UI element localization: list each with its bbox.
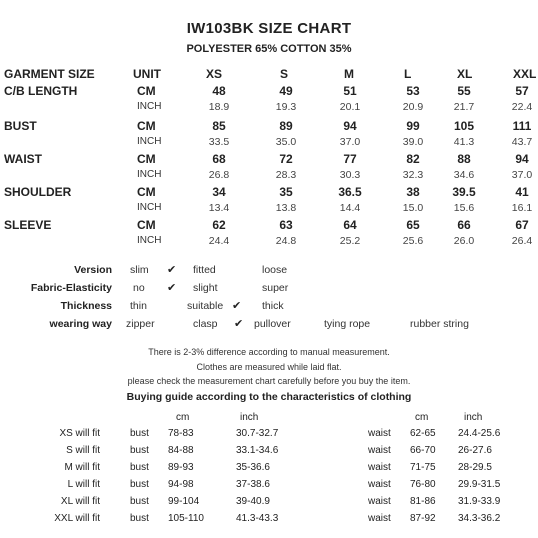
guide-bust-cm: 94-98 (168, 479, 194, 490)
characteristic-choice: pullover (254, 318, 291, 330)
measure-label: SLEEVE (4, 218, 52, 232)
inch-value: 43.7 (511, 136, 533, 148)
inch-value: 30.3 (339, 169, 361, 181)
note-line: There is 2-3% difference according to manual measurement. (148, 347, 390, 357)
cm-value: 82 (406, 152, 420, 166)
cm-value: 38 (406, 185, 420, 199)
cm-value: 88 (457, 152, 471, 166)
cm-value: 94 (515, 152, 529, 166)
guide-bust-cm: 99-104 (168, 496, 200, 507)
cm-value: 55 (457, 84, 471, 98)
guide-size-label: S will fit (66, 445, 100, 456)
characteristic-choice: suitable (187, 300, 224, 312)
unit-cm: CM (137, 84, 156, 98)
inch-value: 15.6 (453, 202, 475, 214)
inch-value: 20.1 (339, 101, 361, 113)
unit-inch: INCH (137, 202, 162, 213)
col-header-size: M (344, 67, 354, 81)
guide-waist-inch: 24.4-25.6 (458, 428, 501, 439)
characteristic-choice: fitted (193, 264, 216, 276)
cm-value: 67 (515, 218, 529, 232)
guide-waist-inch: 31.9-33.9 (458, 496, 501, 507)
unit-inch: INCH (137, 101, 162, 112)
col-header-size: XS (206, 67, 223, 81)
inch-value: 37.0 (339, 136, 361, 148)
guide-waist-label: waist (368, 479, 391, 490)
guide-bust-cm: 84-88 (168, 445, 194, 456)
guide-waist-label: waist (368, 445, 391, 456)
guide-waist-cm: 81-86 (410, 496, 436, 507)
cm-value: 65 (406, 218, 420, 232)
inch-value: 39.0 (402, 136, 424, 148)
inch-value: 13.8 (275, 202, 297, 214)
buying-guide-title: Buying guide according to the characteristics of clothing (126, 391, 412, 403)
cm-value: 48 (212, 84, 226, 98)
inch-value: 35.0 (275, 136, 297, 148)
cm-value: 64 (343, 218, 357, 232)
note-line: Clothes are measured while laid flat. (196, 362, 342, 372)
cm-value: 35 (279, 185, 293, 199)
guide-waist-cm: 71-75 (410, 462, 436, 473)
guide-bust-cm: 89-93 (168, 462, 194, 473)
check-mark-icon: ✔ (232, 300, 242, 312)
inch-value: 15.0 (402, 202, 424, 214)
guide-bust-label: bust (130, 462, 149, 473)
unit-inch: INCH (137, 169, 162, 180)
cm-value: 89 (279, 119, 293, 133)
cm-value: 66 (457, 218, 471, 232)
cm-value: 49 (279, 84, 293, 98)
measure-label: SHOULDER (4, 185, 72, 199)
col-header-size: S (280, 67, 289, 81)
inch-value: 20.9 (402, 101, 424, 113)
inch-value: 33.5 (208, 136, 230, 148)
guide-bust-label: bust (130, 428, 149, 439)
cm-value: 77 (343, 152, 357, 166)
unit-cm: CM (137, 185, 156, 199)
characteristic-label: wearing way (49, 318, 112, 330)
characteristic-choice: loose (262, 264, 288, 276)
inch-value: 22.4 (511, 101, 533, 113)
guide-bust-label: bust (130, 513, 149, 524)
guide-bust-inch: 37-38.6 (236, 479, 270, 490)
inch-value: 28.3 (275, 169, 297, 181)
cm-value: 36.5 (338, 185, 362, 199)
col-header-size: XXL (513, 67, 537, 81)
cm-value: 72 (279, 152, 293, 166)
guide-bust-inch: 35-36.6 (236, 462, 270, 473)
characteristic-label: Thickness (60, 300, 112, 312)
guide-waist-label: waist (368, 496, 391, 507)
unit-cm: CM (137, 218, 156, 232)
guide-waist-cm: 66-70 (410, 445, 436, 456)
guide-bust-cm: 105-110 (168, 513, 204, 524)
cm-value: 111 (512, 119, 532, 133)
waist-cm-header: cm (415, 412, 429, 423)
guide-waist-inch: 26-27.6 (458, 445, 492, 456)
col-header-size: L (404, 67, 412, 81)
cm-value: 57 (515, 84, 529, 98)
inch-value: 13.4 (208, 202, 230, 214)
guide-waist-inch: 29.9-31.5 (458, 479, 501, 490)
guide-size-label: L will fit (67, 479, 100, 490)
inch-value: 34.6 (453, 169, 475, 181)
note-line: please check the measurement chart carefully before you buy the item. (127, 376, 411, 386)
characteristic-choice: slight (193, 282, 218, 294)
guide-bust-label: bust (130, 496, 149, 507)
guide-waist-label: waist (368, 462, 391, 473)
guide-bust-inch: 30.7-32.7 (236, 428, 279, 439)
guide-waist-inch: 34.3-36.2 (458, 513, 501, 524)
guide-waist-label: waist (368, 428, 391, 439)
unit-cm: CM (137, 152, 156, 166)
guide-waist-cm: 76-80 (410, 479, 436, 490)
cm-value: 105 (453, 119, 475, 133)
col-header-size: XL (457, 67, 473, 81)
inch-value: 24.4 (208, 235, 230, 247)
guide-bust-label: bust (130, 445, 149, 456)
inch-value: 21.7 (453, 101, 475, 113)
cm-value: 99 (406, 119, 420, 133)
col-header-unit: UNIT (133, 67, 161, 81)
cm-value: 85 (212, 119, 226, 133)
inch-value: 41.3 (453, 136, 475, 148)
guide-waist-label: waist (368, 513, 391, 524)
inch-value: 25.6 (402, 235, 424, 247)
cm-value: 68 (212, 152, 226, 166)
guide-waist-inch: 28-29.5 (458, 462, 492, 473)
inch-value: 37.0 (511, 169, 533, 181)
guide-size-label: XL will fit (60, 496, 100, 507)
unit-inch: INCH (137, 235, 162, 246)
inch-value: 32.3 (402, 169, 424, 181)
guide-bust-inch: 39-40.9 (236, 496, 270, 507)
cm-value: 62 (212, 218, 226, 232)
characteristic-choice: clasp (193, 318, 218, 330)
guide-bust-inch: 41.3-43.3 (236, 513, 279, 524)
characteristic-choice: rubber string (410, 318, 469, 330)
inch-value: 19.3 (275, 101, 297, 113)
guide-waist-cm: 62-65 (410, 428, 436, 439)
inch-value: 25.2 (339, 235, 361, 247)
inch-value: 24.8 (275, 235, 297, 247)
unit-cm: CM (137, 119, 156, 133)
check-mark-icon: ✔ (167, 264, 177, 276)
characteristic-label: Version (74, 264, 112, 276)
cm-value: 41 (515, 185, 529, 199)
measure-label: WAIST (4, 152, 42, 166)
inch-value: 18.9 (208, 101, 230, 113)
characteristic-label: Fabric-Elasticity (30, 282, 112, 294)
measure-label: BUST (4, 119, 37, 133)
page-title: IW103BK SIZE CHART (186, 20, 352, 37)
cm-value: 51 (343, 84, 357, 98)
bust-inch-header: inch (240, 412, 259, 423)
inch-value: 26.8 (208, 169, 230, 181)
check-mark-icon: ✔ (167, 282, 177, 294)
characteristic-choice: slim (130, 264, 149, 276)
inch-value: 26.0 (453, 235, 475, 247)
col-header-garment-size: GARMENT SIZE (4, 67, 95, 81)
fabric-composition: POLYESTER 65% COTTON 35% (186, 43, 352, 55)
cm-value: 39.5 (452, 185, 476, 199)
cm-value: 34 (212, 185, 226, 199)
characteristic-choice: tying rope (324, 318, 371, 330)
characteristic-choice: thin (130, 300, 147, 312)
check-mark-icon: ✔ (234, 318, 244, 330)
guide-bust-label: bust (130, 479, 149, 490)
guide-bust-inch: 33.1-34.6 (236, 445, 279, 456)
measure-label: C/B LENGTH (4, 84, 78, 98)
waist-inch-header: inch (464, 412, 483, 423)
guide-waist-cm: 87-92 (410, 513, 436, 524)
characteristic-choice: no (133, 282, 145, 294)
cm-value: 63 (279, 218, 293, 232)
bust-cm-header: cm (176, 412, 190, 423)
guide-size-label: XS will fit (59, 428, 100, 439)
guide-size-label: M will fit (64, 462, 100, 473)
inch-value: 26.4 (511, 235, 533, 247)
inch-value: 14.4 (339, 202, 361, 214)
guide-bust-cm: 78-83 (168, 428, 194, 439)
characteristic-choice: thick (262, 300, 284, 312)
characteristic-choice: zipper (126, 318, 155, 330)
unit-inch: INCH (137, 136, 162, 147)
inch-value: 16.1 (511, 202, 533, 214)
cm-value: 53 (406, 84, 420, 98)
characteristic-choice: super (262, 282, 289, 294)
guide-size-label: XXL will fit (54, 513, 100, 524)
cm-value: 94 (343, 119, 357, 133)
